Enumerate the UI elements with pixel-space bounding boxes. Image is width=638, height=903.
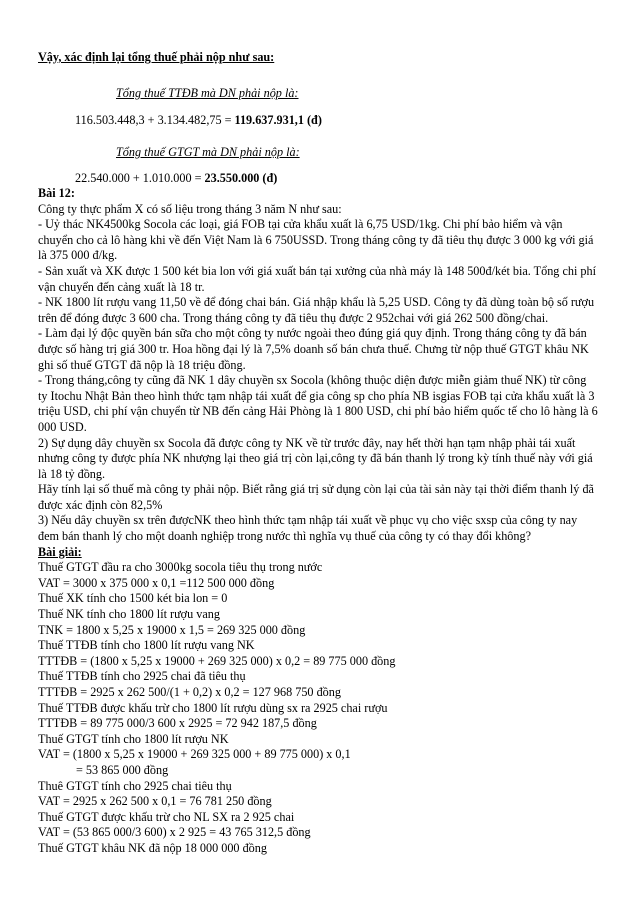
solution-line: Thuế GTGT tính cho 1800 lít rượu NK	[38, 731, 229, 746]
solution-line: Thuế GTGT được khấu trừ cho NL SX ra 2 925 chai	[38, 809, 295, 824]
solution-line: TNK = 1800 x 5,25 x 19000 x 1,5 = 269 325 000 đồng	[38, 622, 306, 637]
solution-line: TTTĐB = 2925 x 262 500/(1 + 0,2) x 0,2 = 127 968 750 đồng	[38, 685, 341, 699]
solution-line: VAT = (1800 x 5,25 x 19000 + 269 325 000 + 89 775 000) x 0,1	[38, 747, 351, 762]
solution-line: VAT = 2925 x 262 500 x 0,1 = 76 781 250 đồng	[38, 794, 272, 809]
exercise-paragraph: - Trong tháng,công ty cũng đã NK 1 dây chuyền sx Socola (không thuộc diện được miễn giảm thuế NK) từ công ty Itochu Nhật Bản theo hình thức tạm nhập tái xuất để gia công sp cho phía NB isgias FOB tại cửa khẩu xuất là 3 triệu USD, chi phí vận chuyển từ NB đến cảng Hải Phòng là 1 800 USD, chi phí bảo hiểm quốc tế cho lô hàng là 6 000 USD.	[38, 373, 598, 434]
exercise-paragraph: 3) Nếu dây chuyền sx trên đượcNK theo hình thức tạm nhập tái xuất về phục vụ cho việc sxsp của công ty nay đem bán thanh lý cho một doanh nghiệp trong nước thì nghĩa vụ thuế của công ty có thay đổi không?	[38, 513, 578, 544]
exercise-section	[38, 186, 598, 857]
gtgt-caption-row	[38, 145, 598, 161]
solution-line: Thuế XK tính cho 1500 két bia lon = 0	[38, 591, 228, 606]
exercise-paragraph: 2) Sự dụng dây chuyền sx Socola đã được công ty NK về từ trước đây, nay hết thời hạn tạm nhập phải tái xuất nhưng công ty được phía NK nhượng lại theo giá trị còn lại,công ty đã bán thanh lý trong kỳ tính thuế này với giá là 18 tỷ đồng.	[38, 435, 593, 481]
exercise-title: Bài 12:	[38, 186, 75, 200]
solution-title: Bài giải:	[38, 544, 82, 559]
solution-line: Thuê GTGT tính cho 2925 chai tiêu thụ	[38, 778, 232, 793]
ttdb-caption-row	[38, 86, 598, 102]
solution-line: VAT = (53 865 000/3 600) x 2 925 = 43 765 312,5 đồng	[38, 825, 311, 840]
solution-line: Thuế TTĐB tính cho 1800 lít rượu vang NK	[38, 638, 255, 653]
exercise-paragraph: - Làm đại lý độc quyền bán sữa cho một công ty nước ngoài theo đúng giá quy định. Trong tháng công ty đã bán được số hàng trị giá 300 tr. Hoa hồng đại lý là 7,5% doanh số bán chưa thuế. Chưng từ nộp thuế GTGT khâu NK ghi số thuế GTGT đã nộp là 18 triệu đồng.	[38, 326, 589, 372]
summary-heading: Vậy, xác định lại tổng thuế phải nộp như sau:	[38, 50, 275, 64]
gtgt-formula: 22.540.000 + 1.010.000 =	[75, 171, 205, 185]
ttdb-formula-row	[38, 113, 598, 129]
solution-line: Thuế GTGT khâu NK đã nộp 18 000 000 đồng	[38, 840, 267, 855]
gtgt-result: 23.550.000 (đ)	[204, 171, 278, 185]
solution-line: = 53 865 000 đồng	[76, 762, 169, 777]
summary-section	[38, 50, 598, 66]
gtgt-caption: Tổng thuế GTGT mà DN phải nộp là:	[116, 145, 300, 159]
exercise-paragraph: - Uỷ thác NK4500kg Socola các loại, giá FOB tại cửa khẩu xuất là 6,75 USD/1kg. Chi phí bảo hiểm và vận chuyển cho cả lô hàng khi về đến Việt Nam là 6 750USSD. Trong tháng công ty đã tiêu thụ được 3 000 kg với giá là 375 000 đ/kg.	[38, 217, 594, 263]
solution-line: VAT = 3000 x 375 000 x 0,1 =112 500 000 đồng	[38, 575, 275, 590]
exercise-paragraph: Công ty thực phẩm X có số liệu trong tháng 3 năm N như sau:	[38, 201, 342, 216]
solution-line: Thuế GTGT đầu ra cho 3000kg socola tiêu thụ trong nước	[38, 560, 323, 575]
solution-line: Thuế TTĐB được khấu trừ cho 1800 lít rượu dùng sx ra 2925 chai rượu	[38, 700, 388, 715]
ttdb-result: 119.637.931,1 (đ)	[234, 113, 322, 127]
gtgt-formula-row	[38, 171, 598, 187]
exercise-paragraph: - NK 1800 lít rượu vang 11,50 về để đóng chai bán. Giá nhập khẩu là 5,25 USD. Công ty đã dùng toàn bộ số rượu trên để đóng được 3 600 cha. Trong tháng công ty đã tiêu thụ được 2 952chai với giá 262 500 đồng/chai.	[38, 295, 595, 325]
ttdb-formula: 116.503.448,3 + 3.134.482,75 =	[75, 113, 235, 127]
solution-line: TTTĐB = (1800 x 5,25 x 19000 + 269 325 000) x 0,2 = 89 775 000 đồng	[38, 653, 396, 668]
exercise-paragraph: - Sản xuất và XK được 1 500 két bia lon với giá xuất bán tại xưởng của nhà máy là 148 500đ/két bia. Tổng chi phí vận chuyển đến cảng xuất là 18 tr.	[38, 263, 596, 294]
solution-line: Thuế TTĐB tính cho 2925 chai đã tiêu thụ	[38, 669, 246, 684]
exercise-paragraph: Hãy tính lại số thuế mà công ty phải nộp. Biết rằng giá trị sử dụng còn lại của tài sản này tại thời điểm thanh lý đã được xác định còn 82,5%	[38, 482, 594, 512]
ttdb-caption: Tổng thuế TTĐB mà DN phải nộp là:	[116, 86, 299, 100]
solution-line: TTTĐB = 89 775 000/3 600 x 2925 = 72 942 187,5 đồng	[38, 716, 317, 731]
solution-line: Thuế NK tính cho 1800 lít rượu vang	[38, 607, 220, 622]
